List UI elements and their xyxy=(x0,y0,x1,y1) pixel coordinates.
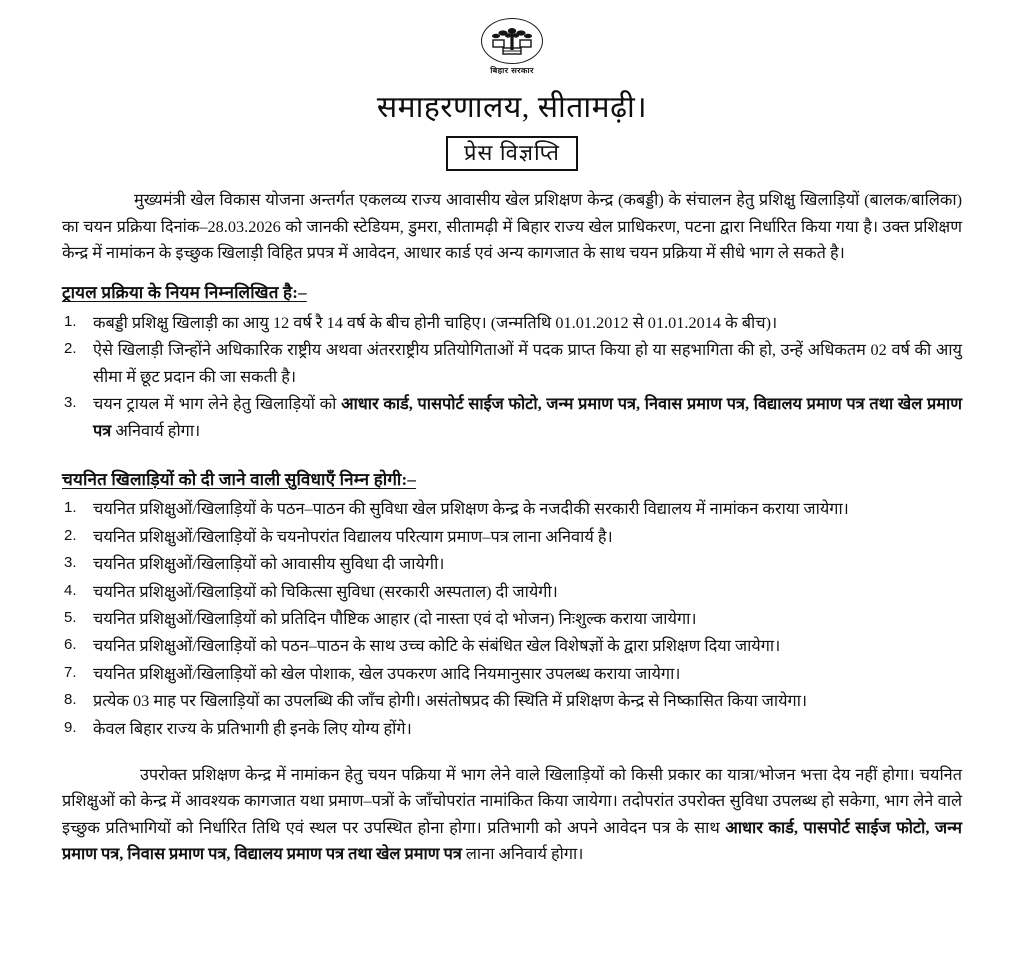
emblem-caption: बिहार सरकार xyxy=(490,65,534,75)
closing-required-documents-text: आधार कार्ड, पासपोर्ट साईज फोटो, जन्म प्रमाण पत्र, निवास प्रमाण पत्र, विद्यालय प्रमाण पत्र तथा खेल प्रमाण पत्र xyxy=(62,817,962,864)
list-item xyxy=(62,661,962,687)
document-header xyxy=(62,18,962,171)
closing-paragraph xyxy=(62,762,962,868)
list-item-number: 2. xyxy=(64,340,77,358)
list-item-text: चयनित प्रशिक्षुओं/खिलाड़ियों को चिकित्सा सुविधा (सरकारी अस्पताल) दी जायेगी। xyxy=(93,581,558,601)
list-item-text: ऐसे खिलाड़ी जिन्होंने अधिकारिक राष्ट्रीय अथवा अंतरराष्ट्रीय प्रतियोगिताओं में पदक प्राप्त किया हो या सहभागिता की हो, उन्हें अधिकतम 02 वर्ष की आयु सीमा में छूट प्रदान की जा सकती है। xyxy=(93,340,962,386)
list-item xyxy=(62,688,962,714)
trial-rules-list xyxy=(62,310,962,444)
list-item-number: 2. xyxy=(64,526,77,544)
list-item-text: चयनित प्रशिक्षुओं/खिलाड़ियों के चयनोपरांत विद्यालय परित्याग प्रमाण–पत्र लाना अनिवार्य है। xyxy=(93,526,613,546)
facilities-heading: चयनित खिलाड़ियों को दी जाने वाली सुविधाएँ निम्न होगी:– xyxy=(62,469,417,489)
list-item-number: 8. xyxy=(64,691,77,709)
list-item-text: चयनित प्रशिक्षुओं/खिलाड़ियों को खेल पोशाक, खेल उपकरण आदि नियमानुसार उपलब्ध कराया जायेगा। xyxy=(93,663,681,683)
list-item-number: 7. xyxy=(64,663,77,681)
subtitle-box: प्रेस विज्ञप्ति xyxy=(446,136,578,171)
trial-rules-heading: ट्रायल प्रक्रिया के नियम निम्नलिखित है:– xyxy=(62,283,307,303)
list-item xyxy=(62,551,962,577)
list-item-text-after: अनिवार्य होगा। xyxy=(111,420,201,440)
list-item-text-before: चयन ट्रायल में भाग लेने हेतु खिलाड़ियों को xyxy=(93,394,342,414)
list-item-number: 1. xyxy=(64,499,77,517)
list-item-number: 1. xyxy=(64,313,77,330)
closing-block xyxy=(62,762,962,868)
list-item-text: कबड्डी प्रशिक्षु खिलाड़ी का आयु 12 वर्ष रै 14 वर्ष के बीच होनी चाहिए। (जन्मतिथि 01.01.2012 से 01.01.2014 के बीच)। xyxy=(93,313,778,332)
required-documents-text: आधार कार्ड, पासपोर्ट साईज फोटो, जन्म प्रमाण पत्र, निवास प्रमाण पत्र, विद्यालय प्रमाण पत्र तथा खेल प्रमाण पत्र xyxy=(93,394,962,440)
page-title: समाहरणालय, सीतामढ़ी। xyxy=(376,91,648,124)
list-item-number: 6. xyxy=(64,636,77,654)
list-item-text: चयनित प्रशिक्षुओं/खिलाड़ियों को पठन–पाठन के साथ उच्च कोटि के संबंधित खेल विशेषज्ञों के द्वारा प्रशिक्षण दिया जायेगा। xyxy=(93,636,781,656)
list-item xyxy=(62,579,962,605)
list-item-number: 3. xyxy=(64,554,77,572)
list-item xyxy=(62,524,962,550)
document-body xyxy=(62,187,962,867)
emblem-block xyxy=(62,18,962,76)
list-item-number: 9. xyxy=(64,718,77,736)
list-item xyxy=(62,496,962,522)
list-item-number: 5. xyxy=(64,609,77,627)
list-item-text: चयनित प्रशिक्षुओं/खिलाड़ियों के पठन–पाठन की सुविधा खेल प्रशिक्षण केन्द्र के नजदीकी सरकारी विद्यालय में नामांकन कराया जायेगा। xyxy=(93,499,849,519)
list-item xyxy=(62,337,962,390)
list-item xyxy=(62,310,962,336)
closing-text-after: लाना अनिवार्य होगा। xyxy=(461,844,584,864)
facilities-list xyxy=(62,496,962,742)
list-item xyxy=(62,716,962,742)
list-item-text: प्रत्येक 03 माह पर खिलाड़ियों का उपलब्धि की जाँच होगी। असंतोषप्रद की स्थिति में प्रशिक्षण केन्द्र से निष्कासित किया जायेगा। xyxy=(93,691,808,711)
list-item xyxy=(62,633,962,659)
intro-paragraph: मुख्यमंत्री खेल विकास योजना अन्तर्गत एकलव्य राज्य आवासीय खेल प्रशिक्षण केन्द्र (कबड्डी) के संचालन हेतु प्रशिक्षु खिलाड़ियों (बालक/बालिका) का चयन प्रक्रिया दिनांक–28.03.2026 को जानकी स्टेडियम, डुमरा, सीतामढ़ी में बिहार राज्य खेल प्राधिकरण, पटना द्वारा निर्धारित किया गया है। उक्त प्रशिक्षण केन्द्र में नामांकन के इच्छुक खिलाड़ी विहित प्रपत्र में आवेदन, आधार कार्ड एवं अन्य कागजात के साथ चयन प्रक्रिया में सीधे भाग ले सकते है। xyxy=(62,190,962,263)
list-item-number: 4. xyxy=(64,581,77,599)
list-item-number: 3. xyxy=(64,394,77,412)
bihar-government-emblem-icon xyxy=(481,18,543,64)
list-item xyxy=(62,606,962,632)
list-item-text: चयनित प्रशिक्षुओं/खिलाड़ियों को आवासीय सुविधा दी जायेगी। xyxy=(93,554,445,574)
list-item-text: केवल बिहार राज्य के प्रतिभागी ही इनके लिए योग्य होंगे। xyxy=(93,718,412,738)
list-item xyxy=(62,391,962,444)
closing-text-before: उपरोक्त प्रशिक्षण केन्द्र में नामांकन हेतु चयन पक्रिया में भाग लेने वाले खिलाड़ियों को किसी प्रकार का यात्रा/भोजन भत्ता देय नहीं होगा। चयनित प्रशिक्षुओं को केन्द्र में आवश्यक कागजात यथा प्रमाण–पत्रों के जाँचोपरांत नामांकित किया जायेगा। तदोपरांत उपरोक्त सुविधा उपलब्ध हो सकेगा, भाग लेने वाले इच्छुक प्रतिभागियों को निर्धारित तिथि एवं स्थल पर उपस्थित होना होगा। प्रतिभागी को अपने आवेदन पत्र के साथ xyxy=(62,765,962,837)
list-item-text: चयनित प्रशिक्षुओं/खिलाड़ियों को प्रतिदिन पौष्टिक आहार (दो नास्ता एवं दो भोजन) निःशुल्क कराया जायेगा। xyxy=(93,609,697,629)
